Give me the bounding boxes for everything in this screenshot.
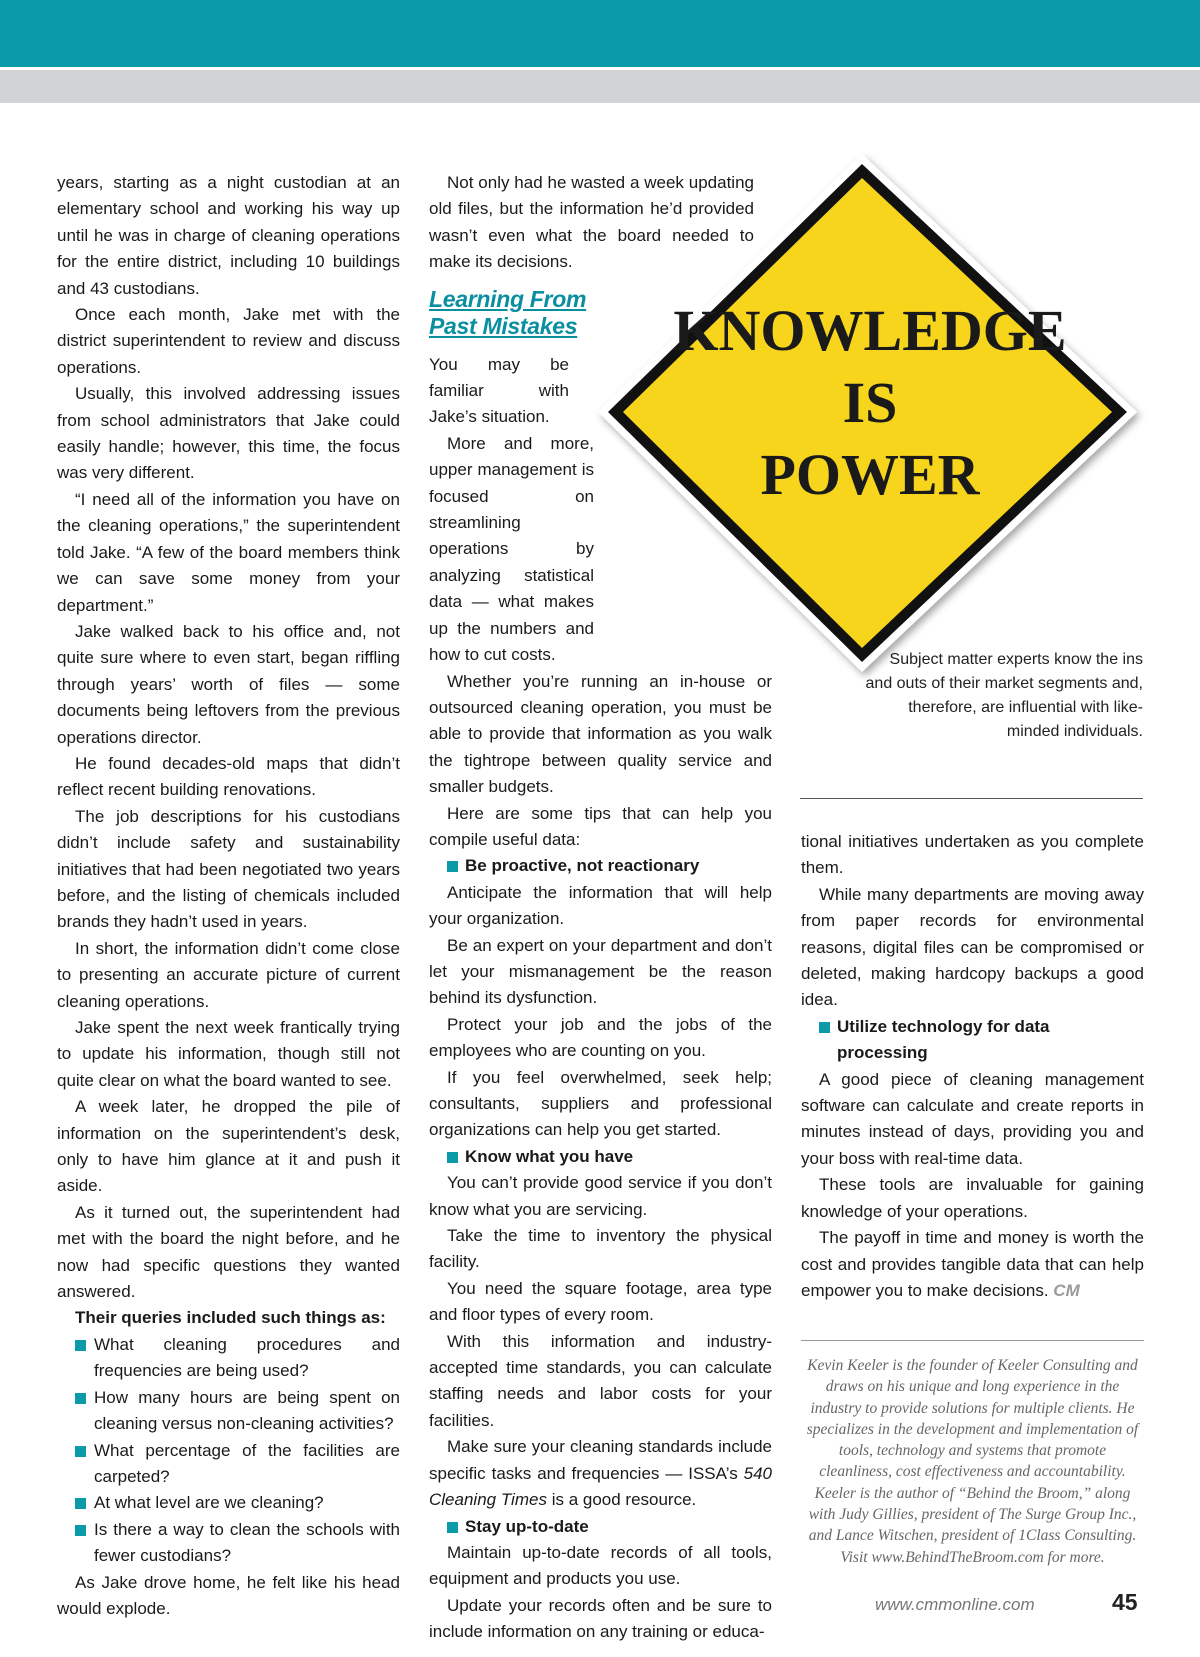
paragraph: He found decades-old maps that didn’t reflect recent building renovations. [57, 753, 400, 800]
divider [800, 798, 1143, 799]
list-item: What cleaning procedures and frequencies are being used? [57, 1332, 400, 1385]
paragraph: As it turned out, the superintendent had met with the board the night before, and he now had specific questions they wanted answered. [57, 1202, 400, 1302]
paragraph: You may be familiar with Jake’s situation. [429, 354, 569, 427]
warning-sign-icon [592, 150, 1147, 685]
page-number: 45 [1112, 1589, 1138, 1615]
paragraph: A good piece of cleaning management software can calculate and create reports in minutes instead of days, providing you and your boss with real-time data. [801, 1069, 1144, 1168]
paragraph: You need the square footage, area type and floor types of every room. [429, 1278, 772, 1325]
bullet-square-icon [75, 1340, 86, 1351]
bullet-square-icon [75, 1446, 86, 1457]
paragraph: Update your records often and be sure to include information on any training or educa- [429, 1595, 772, 1642]
queries-heading: Their queries included such things as: [75, 1308, 386, 1328]
list-item: How many hours are being spent on cleaning versus non-cleaning activities? [57, 1385, 400, 1438]
subheading: Learning From Past Mistakes [429, 285, 587, 339]
sign-line-2: IS [842, 370, 898, 435]
list-item: Is there a way to clean the schools with fewer custodians? [57, 1517, 400, 1570]
end-mark: CM [1053, 1280, 1080, 1300]
paragraph: Make sure your cleaning standards include specific tasks and frequencies — ISSA’s 540 Cleaning Times is a good resource. [429, 1437, 772, 1510]
paragraph: The job descriptions for his custodians didn’t include safety and sustainability initiatives that had been negotiated two years before, and the listing of chemicals included brands they hadn’t used in years. [57, 806, 400, 932]
sign-line-1: KNOWLEDGE [673, 298, 1067, 363]
paragraph: Once each month, Jake met with the district superintendent to review and discuss operations. [57, 305, 400, 377]
divider [801, 1340, 1144, 1341]
sign-line-3: POWER [760, 442, 980, 507]
bullet-square-icon [75, 1498, 86, 1509]
paragraph: As Jake drove home, he felt like his head would explode. [57, 1572, 400, 1618]
bullet-square-icon [447, 1152, 458, 1163]
paragraph: Be an expert on your department and don’t let your mismanagement be the reason behind its dysfunction. [429, 935, 772, 1008]
paragraph: tional initiatives undertaken as you complete them. [801, 832, 1144, 878]
bullet-square-icon [447, 1522, 458, 1533]
tip-heading: Know what you have [429, 1144, 772, 1170]
paragraph: You can’t provide good service if you don’t know what you are servicing. [429, 1173, 772, 1219]
paragraph: Maintain up-to-date records of all tools, equipment and products you use. [429, 1542, 772, 1589]
paragraph: More and more, upper management is focused on streamlining operations by analyzing statistical data — what makes up the numbers and how to cut costs. [429, 433, 594, 665]
paragraph: years, starting as a night custodian at an elementary school and working his way up until he was in charge of cleaning operations for the entire district, including 10 buildings and 43 custodians. [57, 173, 400, 298]
paragraph: Anticipate the information that will help your organization. [429, 882, 772, 929]
bullet-square-icon [75, 1393, 86, 1404]
photo-caption: Subject matter experts know the ins and outs of their market segments and, therefore, are influential with like-minded individuals. [865, 651, 1143, 740]
knowledge-is-power-sign [592, 150, 1147, 685]
column-3 [801, 829, 1144, 1304]
header-gray-band [0, 70, 1200, 103]
footer-url: www.cmmonline.com [875, 1595, 1035, 1614]
tip-heading: Stay up-to-date [429, 1514, 772, 1540]
paragraph: A week later, he dropped the pile of information on the superintendent’s desk, only to have him glance at it and push it aside. [57, 1097, 400, 1196]
tip-heading: Utilize technology for data processing [801, 1014, 1144, 1067]
paragraph: While many departments are moving away from paper records for environmental reasons, digital files can be compromised or deleted, making hardcopy backups a good idea. [801, 884, 1144, 1010]
paragraph: Here are some tips that can help you compile useful data: [429, 803, 772, 849]
list-item: At what level are we cleaning? [57, 1490, 400, 1516]
paragraph: Jake walked back to his office and, not quite sure where to even start, began riffling through years’ worth of files — some documents being leftovers from the previous operations director. [57, 621, 400, 747]
bullet-square-icon [75, 1525, 86, 1536]
paragraph: These tools are invaluable for gaining knowledge of your operations. [801, 1175, 1144, 1221]
paragraph: Take the time to inventory the physical facility. [429, 1226, 772, 1272]
header-teal-band [0, 0, 1200, 67]
paragraph: Not only had he wasted a week updating old files, but the information he’d provided wasn’t even what the board needed to make its decisions. [429, 173, 754, 272]
paragraph: Whether you’re running an in-house or outsourced cleaning operation, you must be able to provide that information as you walk the tightrope between quality service and smaller budgets. [429, 671, 772, 797]
paragraph: “I need all of the information you have on the cleaning operations,” the superintendent told Jake. “A few of the board members think we can save some money from your department.” [57, 489, 400, 615]
column-1 [57, 170, 400, 1622]
paragraph: In short, the information didn’t come close to presenting an accurate picture of current cleaning operations. [57, 938, 400, 1011]
paragraph: Jake spent the next week frantically trying to update his information, though still not quite clear on what the board wanted to see. [57, 1018, 400, 1090]
author-bio: Kevin Keeler is the founder of Keeler Consulting and draws on his unique and long experience in the industry to provide solutions for multiple clients. He specializes in the development and implementation of tools, technology and systems that promote cleanliness, cost effectiveness and accountability. Keeler is the author of “Behind the Broom,” along with Judy Gillies, president of The Surge Group Inc., and Lance Witschen, president of 1Class Consulting. Visit www.BehindTheBroom.com for more. [806, 1357, 1139, 1566]
paragraph: With this information and industry-accepted time standards, you can calculate staffing needs and labor costs for your facilities. [429, 1331, 772, 1430]
paragraph: If you feel overwhelmed, seek help; consultants, suppliers and professional organizations can help you get started. [429, 1067, 772, 1140]
bullet-square-icon [447, 861, 458, 872]
list-item: What percentage of the facilities are carpeted? [57, 1438, 400, 1491]
paragraph: Usually, this involved addressing issues from school administrators that Jake could easily handle; however, this time, the focus was very different. [57, 384, 400, 483]
bullet-square-icon [819, 1022, 830, 1033]
tip-heading: Be proactive, not reactionary [429, 853, 772, 879]
paragraph: The payoff in time and money is worth the cost and provides tangible data that can help empower you to make decisions. CM [801, 1228, 1144, 1300]
paragraph: Protect your job and the jobs of the employees who are counting on you. [429, 1014, 772, 1061]
